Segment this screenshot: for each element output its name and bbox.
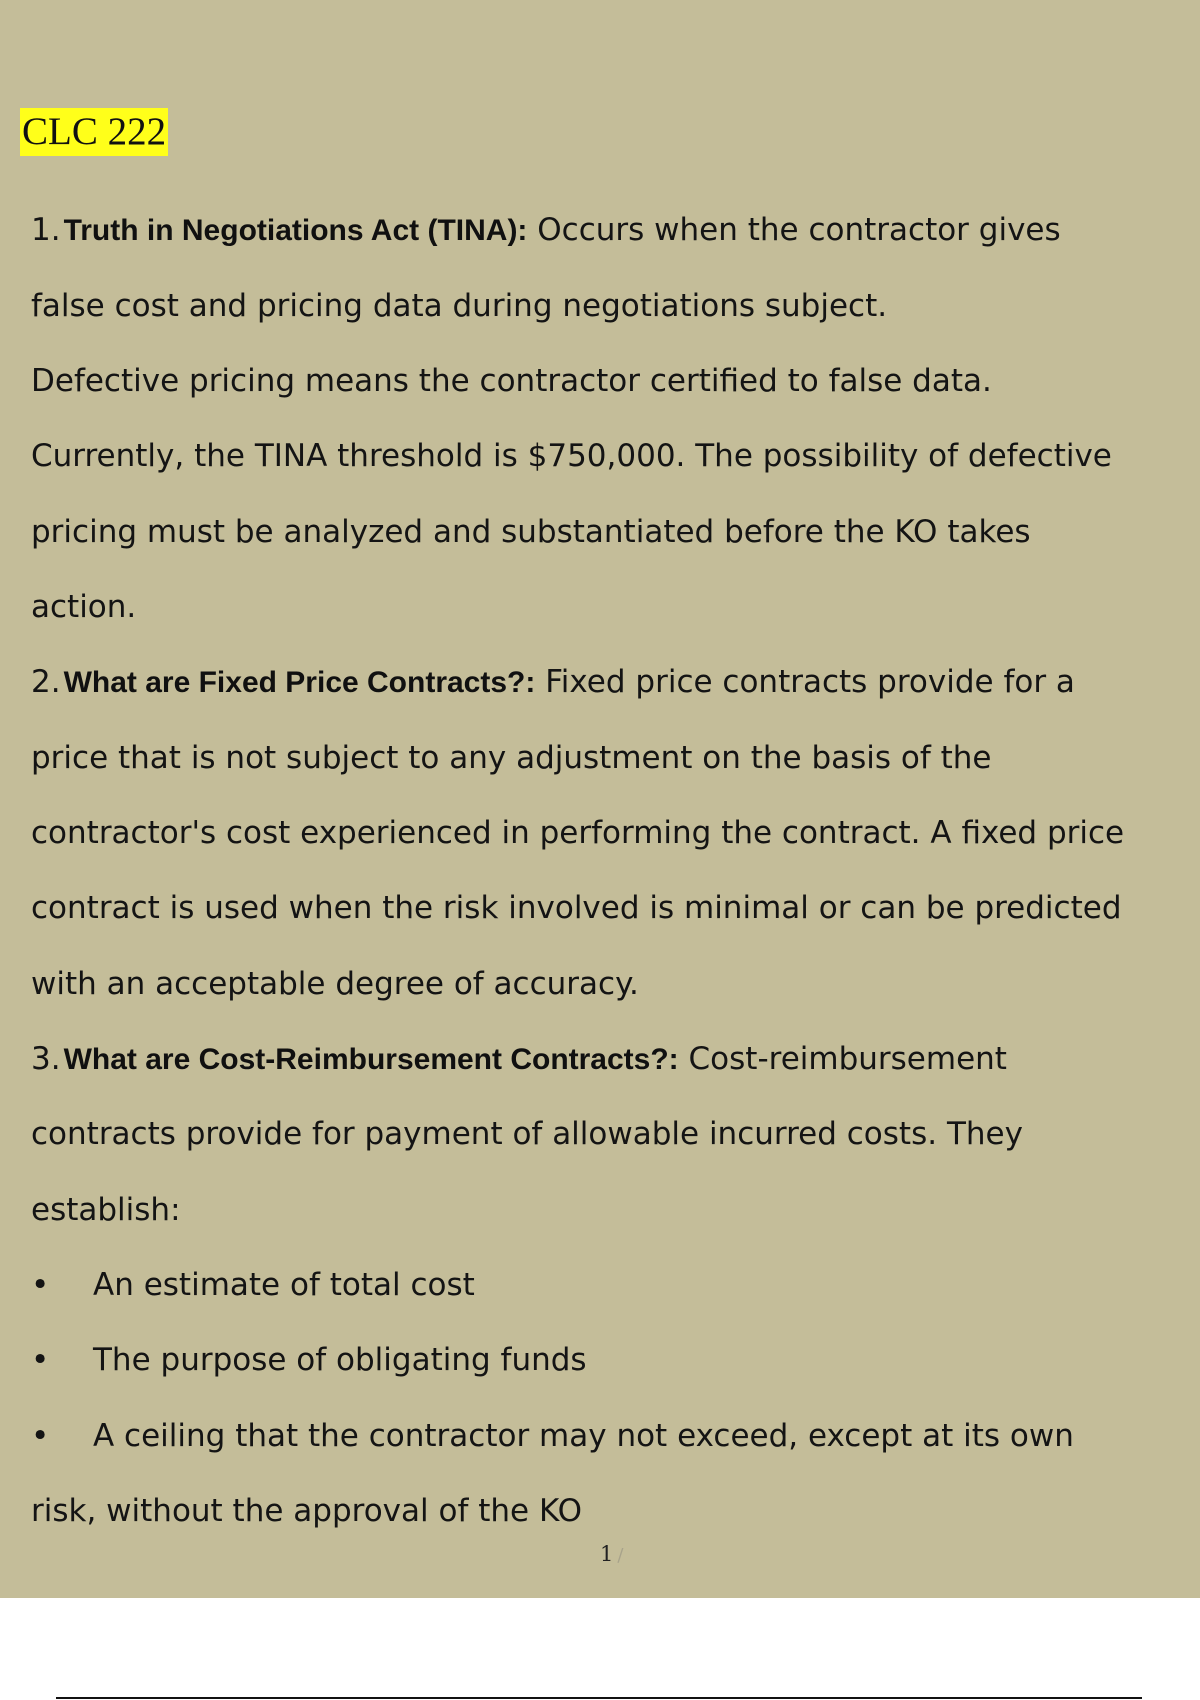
item-2-text-line-1: Fixed price contracts provide for a <box>535 664 1075 700</box>
page-number-value: 1 <box>600 1542 614 1566</box>
item-1-text-line-2: false cost and pricing data during negotiations subject. <box>31 288 888 324</box>
item-3-text-line-1: Cost-reimbursement <box>678 1041 1007 1077</box>
item-3-text-line-3: establish: <box>31 1192 181 1228</box>
item-2-text-line-2: price that is not subject to any adjustment on the basis of the <box>31 740 992 776</box>
item-2-text-line-5: with an acceptable degree of accuracy. <box>31 966 639 1002</box>
bullet-item-2 <box>31 1338 1191 1382</box>
item-1-text-line-4: Currently, the TINA threshold is $750,000. The possibility of defective <box>31 438 1112 474</box>
bullet-marker: • <box>31 1418 50 1454</box>
item-2-text-line-3: contractor's cost experienced in performing the contract. A fixed price <box>31 815 1125 851</box>
item-1-text-line-5: pricing must be analyzed and substantiated before the KO takes <box>31 514 1031 550</box>
page-number-mark: / <box>617 1545 624 1566</box>
item-1-number: 1. <box>31 212 61 248</box>
item-1-term: Truth in Negotiations Act (TINA): <box>63 214 528 247</box>
footer-divider <box>56 1697 1142 1699</box>
item-3-text-line-2: contracts provide for payment of allowable incurred costs. They <box>31 1116 1023 1152</box>
bullet-item-3 <box>31 1414 1191 1458</box>
bullet-continuation-line: risk, without the approval of the KO <box>31 1493 582 1529</box>
item-1-heading-line <box>31 208 1191 252</box>
item-2-term: What are Fixed Price Contracts?: <box>63 666 536 699</box>
page-number <box>600 1540 623 1570</box>
bullet-text-3: A ceiling that the contractor may not exceed, except at its own <box>93 1418 1074 1454</box>
item-2-heading-line <box>31 660 1191 704</box>
item-2-number: 2. <box>31 664 61 700</box>
item-2-text-line-4: contract is used when the risk involved is minimal or can be predicted <box>31 890 1122 926</box>
document-title: CLC 222 <box>20 108 168 156</box>
item-3-number: 3. <box>31 1041 61 1077</box>
bullet-marker: • <box>31 1267 50 1303</box>
bullet-marker: • <box>31 1342 50 1378</box>
item-1-text-line-6: action. <box>31 589 137 625</box>
item-3-heading-line <box>31 1037 1191 1081</box>
bullet-item-1 <box>31 1263 1191 1307</box>
item-3-term: What are Cost-Reimbursement Contracts?: <box>63 1043 679 1076</box>
item-1-text-line-1: Occurs when the contractor gives <box>527 212 1061 248</box>
item-1-text-line-3: Defective pricing means the contractor certified to false data. <box>31 363 992 399</box>
bullet-text-1: An estimate of total cost <box>93 1267 475 1303</box>
bullet-text-2: The purpose of obligating funds <box>93 1342 587 1378</box>
